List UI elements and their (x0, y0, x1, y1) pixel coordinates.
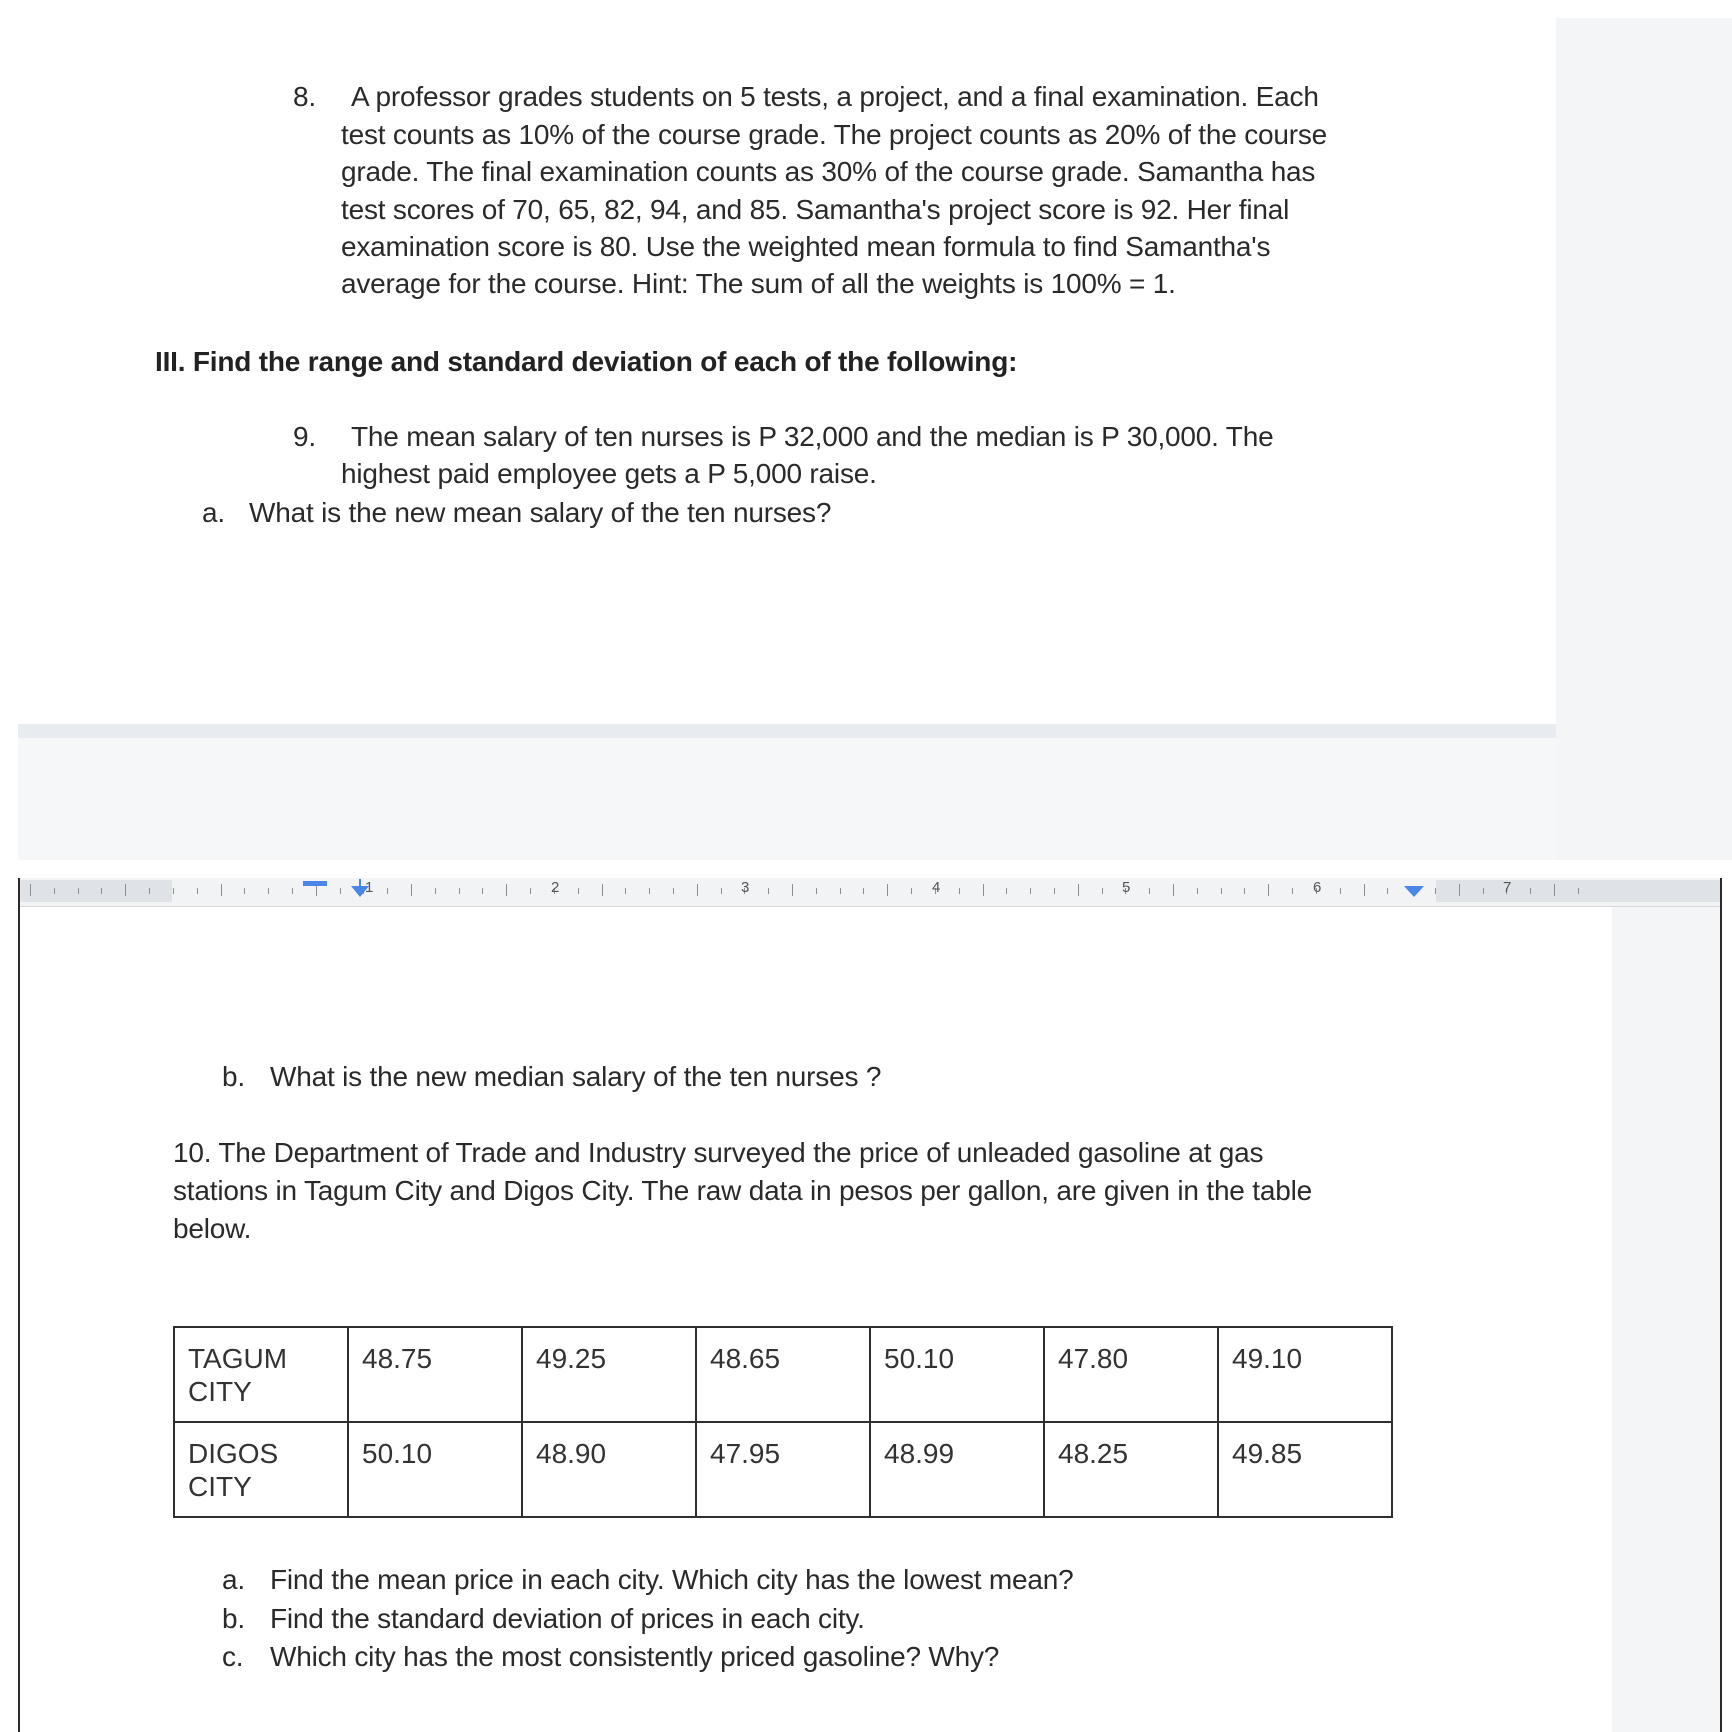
ruler-number-6: 6 (1313, 879, 1322, 896)
ruler-tick (959, 888, 960, 894)
ruler-tick (1173, 884, 1174, 896)
ruler-tick (887, 884, 888, 896)
ruler-tick (1078, 884, 1079, 896)
ruler-number-3: 3 (741, 879, 750, 896)
q10-line-2: stations in Tagum City and Digos City. The raw data in pesos per gallon, are given in the table (173, 1175, 1312, 1206)
ruler-tick (1030, 888, 1031, 894)
ruler-tick (30, 884, 31, 896)
ruler-tick (1435, 888, 1436, 894)
ruler-tick (602, 884, 603, 896)
ruler-tick (1197, 888, 1198, 894)
ruler-tick (840, 888, 841, 894)
table-cell: 47.95 (696, 1422, 870, 1517)
ruler-number-2: 2 (551, 879, 560, 896)
q9-line-1: The mean salary of ten nurses is P 32,000 and the median is P 30,000. The (351, 421, 1274, 452)
q8-line-6: average for the course. Hint: The sum of all the weights is 100% = 1. (341, 268, 1176, 299)
table-cell-city: TAGUM CITY (174, 1327, 348, 1422)
ruler-tick (435, 888, 436, 894)
table-cell: 49.85 (1218, 1422, 1392, 1517)
q10a-text: Find the mean price in each city. Which city has the lowest mean? (270, 1564, 1074, 1595)
table-cell: 48.90 (522, 1422, 696, 1517)
table-cell-city: DIGOS CITY (174, 1422, 348, 1517)
ruler-tick (673, 888, 674, 894)
right-indent-marker-icon[interactable] (1404, 886, 1424, 897)
q8-line-1: A professor grades students on 5 tests, a project, and a final examination. Each (351, 81, 1319, 112)
table-row (174, 1422, 1392, 1517)
q8-line-2: test counts as 10% of the course grade. The project counts as 20% of the course (341, 119, 1328, 150)
left-indent-stem-icon (359, 879, 361, 887)
ruler-tick (149, 888, 150, 894)
ruler-tick (863, 888, 864, 894)
ruler-tick (482, 888, 483, 894)
ruler-tick (1530, 888, 1531, 894)
ruler-number-1: 1 (365, 879, 374, 896)
bottom-right-gray-sidebar (1612, 906, 1720, 1732)
ruler-tick (1483, 888, 1484, 894)
q8-number: 8. (293, 81, 316, 112)
q8-line-3: grade. The final examination counts as 30% of the course grade. Samantha has (341, 156, 1316, 187)
ruler-tick (411, 884, 412, 896)
ruler-tick (1244, 888, 1245, 894)
q10-line-3: below. (173, 1213, 252, 1244)
left-indent-marker-icon[interactable] (351, 886, 369, 897)
ruler-tick (1364, 884, 1365, 896)
top-right-gray-sidebar (1556, 18, 1732, 860)
q8-line-5: examination score is 80. Use the weighted mean formula to find Samantha's (341, 231, 1271, 262)
ruler-tick (125, 884, 126, 896)
ruler-tick (911, 888, 912, 894)
q9b-text: What is the new median salary of the ten nurses ? (270, 1061, 882, 1092)
q10b-label: b. (222, 1603, 245, 1634)
page-gap (18, 738, 1556, 860)
ruler-tick (292, 888, 293, 894)
ruler-tick (340, 888, 341, 894)
table-cell: 50.10 (870, 1327, 1044, 1422)
q10a-label: a. (222, 1564, 245, 1595)
first-line-indent-marker-icon[interactable] (303, 881, 327, 886)
table-cell: 48.75 (348, 1327, 522, 1422)
page-edge-shadow (18, 724, 1556, 738)
q8-line-4: test scores of 70, 65, 82, 94, and 85. Samantha's project score is 92. Her final (341, 194, 1290, 225)
table-row (174, 1327, 1392, 1422)
ruler-tick (268, 888, 269, 894)
ruler-tick (1221, 888, 1222, 894)
ruler-tick (1554, 884, 1555, 896)
ruler-tick (1459, 884, 1460, 896)
ruler-tick (54, 888, 55, 894)
ruler-tick (387, 888, 388, 894)
table-cell: 47.80 (1044, 1327, 1218, 1422)
ruler-tick (697, 884, 698, 896)
q9-number: 9. (293, 421, 316, 452)
q10c-text: Which city has the most consistently priced gasoline? Why? (270, 1641, 1000, 1672)
ruler-tick (459, 888, 460, 894)
ruler-tick (101, 888, 102, 894)
gas-price-table (173, 1326, 1393, 1518)
q9-line-2: highest paid employee gets a P 5,000 raise. (341, 458, 877, 489)
q9a-label: a. (202, 497, 225, 528)
q10c-label: c. (222, 1641, 244, 1672)
ruler-tick (1268, 884, 1269, 896)
table-cell: 48.65 (696, 1327, 870, 1422)
table-cell: 48.25 (1044, 1422, 1218, 1517)
ruler-tick (506, 884, 507, 896)
ruler-tick (816, 888, 817, 894)
ruler-tick (578, 888, 579, 894)
ruler-tick (1149, 888, 1150, 894)
ruler-tick (792, 884, 793, 896)
ruler-number-7: 7 (1503, 879, 1512, 896)
ruler-tick (530, 888, 531, 894)
ruler-tick (1387, 888, 1388, 894)
ruler-number-5: 5 (1122, 879, 1131, 896)
q10-line-1: 10. The Department of Trade and Industry surveyed the price of unleaded gasoline at gas (173, 1137, 1264, 1168)
ruler-tick (649, 888, 650, 894)
ruler-tick (625, 888, 626, 894)
ruler-tick (197, 888, 198, 894)
table-cell: 50.10 (348, 1422, 522, 1517)
table-cell: 49.25 (522, 1327, 696, 1422)
ruler-tick (1340, 888, 1341, 894)
ruler-tick (78, 888, 79, 894)
q9b-label: b. (222, 1061, 245, 1092)
q9a-text: What is the new mean salary of the ten nurses? (249, 497, 832, 528)
ruler-tick (1102, 888, 1103, 894)
table-cell: 48.99 (870, 1422, 1044, 1517)
section-3-heading: III. Find the range and standard deviation of each of the following: (155, 346, 1018, 377)
ruler-tick (721, 888, 722, 894)
ruler-tick (244, 888, 245, 894)
ruler-number-4: 4 (932, 879, 941, 896)
ruler-tick (983, 884, 984, 896)
ruler-tick (1006, 888, 1007, 894)
ruler-tick (1292, 888, 1293, 894)
ruler-tick (768, 888, 769, 894)
ruler-tick (173, 888, 174, 894)
ruler-tick (1578, 888, 1579, 894)
ruler-tick (221, 884, 222, 896)
table-cell: 49.10 (1218, 1327, 1392, 1422)
q10b-text: Find the standard deviation of prices in each city. (270, 1603, 865, 1634)
ruler-tick (1054, 888, 1055, 894)
